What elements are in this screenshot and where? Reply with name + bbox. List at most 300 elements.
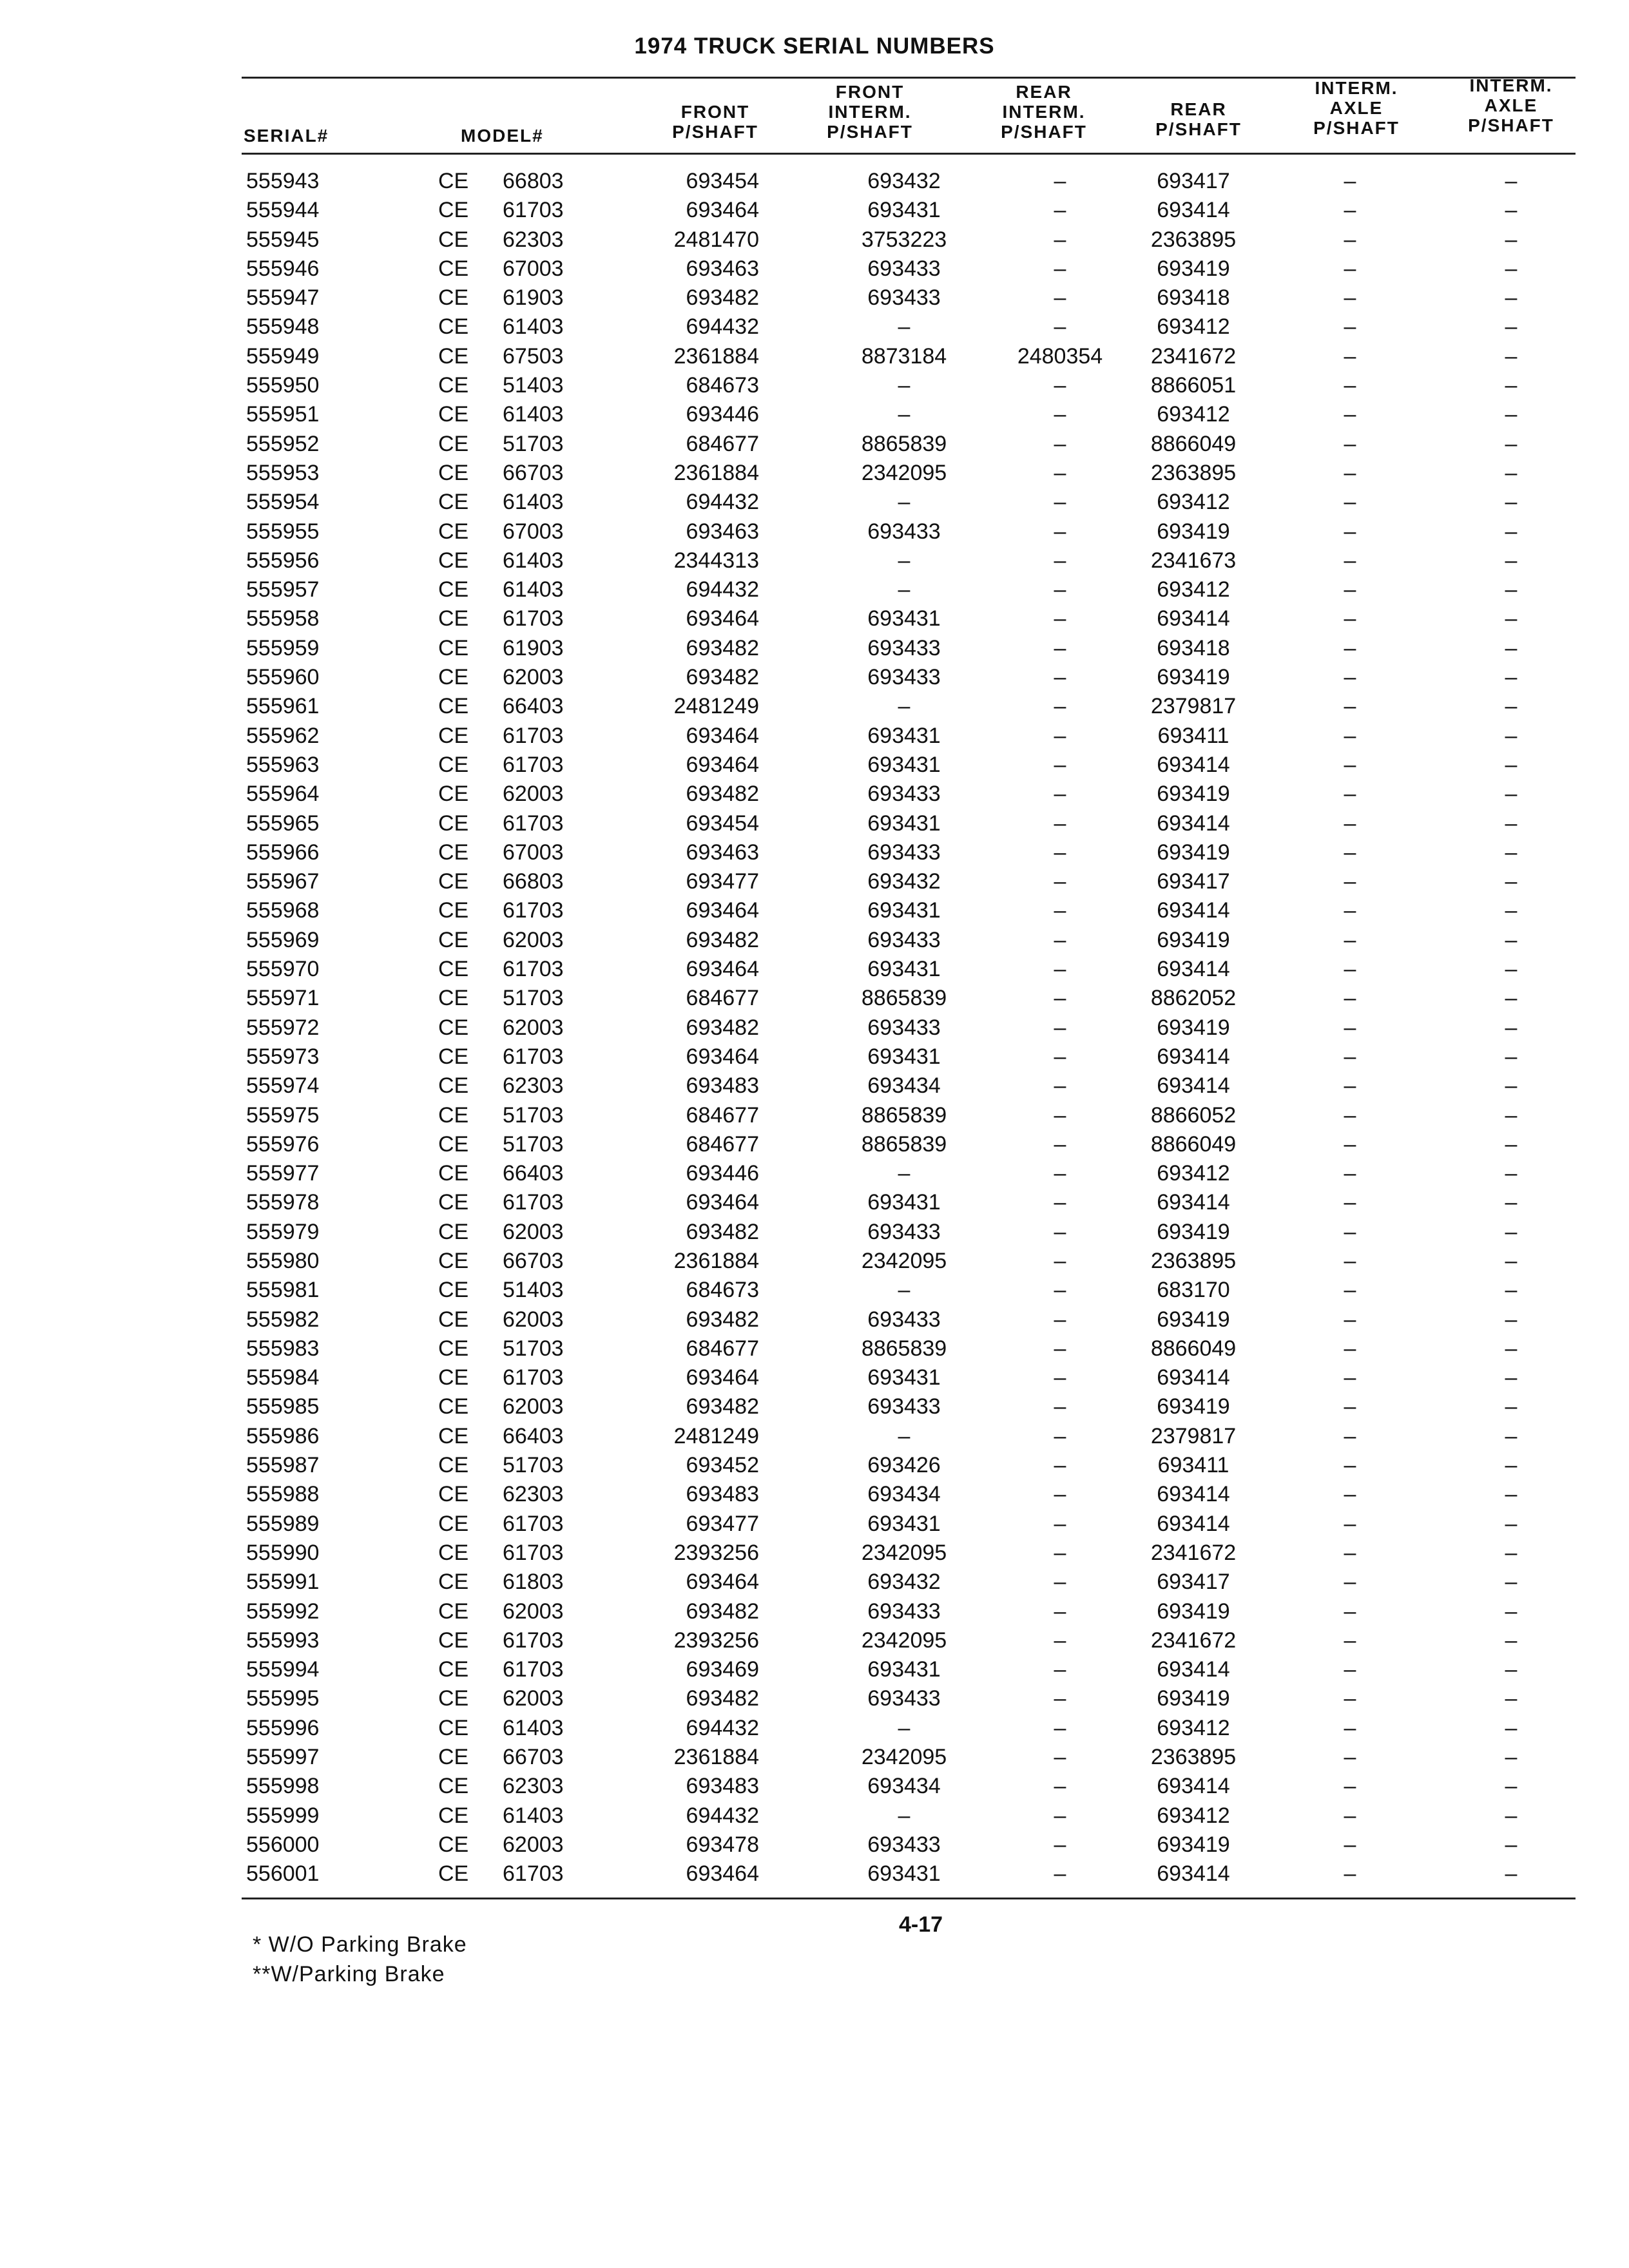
- front-pshaft-cell: 693464: [686, 1861, 759, 1887]
- rear-pshaft-cell: 693419: [1157, 1686, 1230, 1711]
- interm-axle-2-cell: –: [1505, 460, 1518, 485]
- interm-axle-2-cell: –: [1505, 1336, 1518, 1361]
- interm-axle-2-cell: –: [1505, 665, 1518, 690]
- interm-axle-cell: –: [1344, 198, 1356, 223]
- model-cell: 61703: [503, 198, 564, 223]
- interm-axle-2-cell: –: [1505, 1365, 1518, 1390]
- serial-cell: 555993: [246, 1628, 320, 1653]
- model-cell: 62303: [503, 227, 564, 252]
- model-cell: 66703: [503, 460, 564, 485]
- header-line: P/SHAFT: [1155, 119, 1242, 139]
- front-interm-cell: 693433: [867, 840, 941, 865]
- model-prefix-cell: CE: [438, 1745, 469, 1770]
- table-row: [0, 1714, 1629, 1743]
- serial-cell: 555982: [246, 1307, 320, 1332]
- model-cell: 62003: [503, 782, 564, 807]
- rear-interm-cell: –: [1054, 519, 1066, 544]
- rear-interm-cell: –: [1054, 986, 1066, 1011]
- table-row: [0, 342, 1629, 371]
- interm-axle-cell: –: [1344, 1131, 1356, 1157]
- header-rear-interm: [979, 82, 1108, 142]
- table-row: [0, 722, 1629, 751]
- interm-axle-2-cell: –: [1505, 1861, 1518, 1887]
- front-pshaft-cell: 693482: [686, 1599, 759, 1624]
- table-row: [0, 604, 1629, 633]
- front-pshaft-cell: 693482: [686, 1394, 759, 1419]
- table-row: [0, 226, 1629, 255]
- serial-cell: 555989: [246, 1511, 320, 1536]
- model-prefix-cell: CE: [438, 1482, 469, 1507]
- table-row: [0, 1247, 1629, 1276]
- rear-pshaft-cell: 693411: [1157, 1453, 1229, 1478]
- interm-axle-2-cell: –: [1505, 431, 1518, 456]
- interm-axle-cell: –: [1344, 402, 1356, 427]
- interm-axle-2-cell: –: [1505, 314, 1518, 340]
- front-interm-cell: 693434: [867, 1774, 941, 1799]
- model-cell: 61703: [503, 957, 564, 982]
- model-cell: 62003: [503, 1015, 564, 1040]
- front-interm-cell: 8865839: [861, 431, 947, 456]
- page-number: 4-17: [899, 1912, 943, 1937]
- header-line: P/SHAFT: [1468, 115, 1554, 135]
- table-row: [0, 1597, 1629, 1626]
- model-prefix-cell: CE: [438, 1307, 469, 1332]
- front-interm-cell: 693433: [867, 285, 941, 311]
- interm-axle-cell: –: [1344, 898, 1356, 923]
- front-interm-cell: –: [898, 577, 911, 602]
- serial-cell: 555955: [246, 519, 320, 544]
- front-interm-cell: 693433: [867, 1394, 941, 1419]
- table-row: [0, 1218, 1629, 1247]
- serial-cell: 555953: [246, 460, 320, 485]
- front-pshaft-cell: 693464: [686, 723, 759, 748]
- serial-cell: 555980: [246, 1248, 320, 1273]
- interm-axle-cell: –: [1344, 460, 1356, 485]
- interm-axle-2-cell: –: [1505, 1073, 1518, 1099]
- rear-pshaft-cell: 693412: [1157, 314, 1230, 340]
- rear-interm-cell: –: [1054, 665, 1066, 690]
- front-interm-cell: 693431: [867, 752, 941, 777]
- front-pshaft-cell: 693482: [686, 1015, 759, 1040]
- serial-cell: 555971: [246, 986, 320, 1011]
- rear-interm-cell: –: [1054, 1131, 1066, 1157]
- interm-axle-2-cell: –: [1505, 1686, 1518, 1711]
- rear-pshaft-cell: 2379817: [1150, 694, 1237, 719]
- rear-interm-cell: –: [1054, 1015, 1066, 1040]
- interm-axle-2-cell: –: [1505, 723, 1518, 748]
- table-row: [0, 167, 1629, 196]
- interm-axle-cell: –: [1344, 1657, 1356, 1682]
- table-row: [0, 838, 1629, 867]
- front-interm-cell: 693431: [867, 606, 941, 631]
- serial-cell: 555991: [246, 1570, 320, 1595]
- interm-axle-2-cell: –: [1505, 1453, 1518, 1478]
- rear-pshaft-cell: 693414: [1157, 1482, 1230, 1507]
- model-prefix-cell: CE: [438, 1073, 469, 1099]
- table-row: [0, 634, 1629, 663]
- interm-axle-cell: –: [1344, 1015, 1356, 1040]
- rear-interm-cell: –: [1054, 752, 1066, 777]
- model-cell: 67503: [503, 343, 564, 369]
- model-cell: 61903: [503, 285, 564, 311]
- rear-pshaft-cell: 693412: [1157, 1715, 1230, 1740]
- front-pshaft-cell: 693469: [686, 1657, 759, 1682]
- interm-axle-2-cell: –: [1505, 577, 1518, 602]
- interm-axle-cell: –: [1344, 169, 1356, 193]
- rear-pshaft-cell: 693414: [1157, 898, 1230, 923]
- table-row: [0, 1655, 1629, 1684]
- interm-axle-cell: –: [1344, 1219, 1356, 1244]
- front-interm-cell: 8865839: [861, 1336, 947, 1361]
- model-cell: 66803: [503, 169, 564, 193]
- front-pshaft-cell: 694432: [686, 577, 759, 602]
- table-row: [0, 1539, 1629, 1568]
- interm-axle-cell: –: [1344, 1161, 1356, 1186]
- model-cell: 66803: [503, 869, 564, 894]
- model-cell: 61703: [503, 1657, 564, 1682]
- model-cell: 67003: [503, 840, 564, 865]
- serial-cell: 555977: [246, 1161, 320, 1186]
- interm-axle-2-cell: –: [1505, 1774, 1518, 1799]
- table-row: [0, 430, 1629, 459]
- front-pshaft-cell: 2393256: [673, 1540, 759, 1565]
- serial-cell: 555979: [246, 1219, 320, 1244]
- interm-axle-2-cell: –: [1505, 1161, 1518, 1186]
- model-cell: 61403: [503, 402, 564, 427]
- table-row: [0, 517, 1629, 546]
- model-cell: 61703: [503, 1628, 564, 1653]
- model-cell: 61403: [503, 1715, 564, 1740]
- header-line: P/SHAFT: [827, 122, 913, 142]
- model-prefix-cell: CE: [438, 1336, 469, 1361]
- interm-axle-2-cell: –: [1505, 1219, 1518, 1244]
- rear-interm-cell: –: [1054, 1453, 1066, 1478]
- header-line: FRONT: [835, 82, 905, 102]
- model-prefix-cell: CE: [438, 1832, 469, 1857]
- model-cell: 61703: [503, 1861, 564, 1887]
- interm-axle-2-cell: –: [1505, 1423, 1518, 1448]
- interm-axle-cell: –: [1344, 577, 1356, 602]
- interm-axle-cell: –: [1344, 373, 1356, 398]
- rear-interm-cell: –: [1054, 1394, 1066, 1419]
- front-pshaft-cell: 693482: [686, 782, 759, 807]
- front-pshaft-cell: 693483: [686, 1073, 759, 1099]
- front-interm-cell: 693432: [867, 169, 941, 193]
- model-prefix-cell: CE: [438, 1248, 469, 1273]
- serial-cell: 555947: [246, 285, 320, 311]
- rear-pshaft-cell: 693414: [1157, 606, 1230, 631]
- model-cell: 62303: [503, 1774, 564, 1799]
- rear-pshaft-cell: 693414: [1157, 811, 1230, 836]
- model-prefix-cell: CE: [438, 869, 469, 894]
- rear-interm-cell: –: [1054, 1628, 1066, 1653]
- interm-axle-2-cell: –: [1505, 898, 1518, 923]
- serial-cell: 555966: [246, 840, 320, 865]
- rear-pshaft-cell: 693414: [1157, 752, 1230, 777]
- serial-cell: 555956: [246, 548, 320, 573]
- rear-interm-cell: –: [1054, 1336, 1066, 1361]
- interm-axle-cell: –: [1344, 665, 1356, 690]
- interm-axle-cell: –: [1344, 1803, 1356, 1828]
- serial-cell: 555995: [246, 1686, 320, 1711]
- table-row: [0, 400, 1629, 429]
- model-prefix-cell: CE: [438, 314, 469, 340]
- serial-cell: 555988: [246, 1482, 320, 1507]
- rear-pshaft-cell: 693414: [1157, 1190, 1230, 1215]
- front-interm-cell: 693431: [867, 1511, 941, 1536]
- front-interm-cell: 693432: [867, 1570, 941, 1595]
- front-pshaft-cell: 693463: [686, 519, 759, 544]
- model-cell: 62003: [503, 1686, 564, 1711]
- front-pshaft-cell: 693446: [686, 402, 759, 427]
- front-pshaft-cell: 693477: [686, 1511, 759, 1536]
- model-cell: 51703: [503, 986, 564, 1011]
- model-cell: 61903: [503, 635, 564, 660]
- rear-pshaft-cell: 693412: [1157, 577, 1230, 602]
- model-prefix-cell: CE: [438, 840, 469, 865]
- front-pshaft-cell: 2361884: [673, 343, 759, 369]
- front-interm-cell: 2342095: [861, 1745, 947, 1770]
- table-row: [0, 1188, 1629, 1217]
- front-pshaft-cell: 693464: [686, 957, 759, 982]
- model-cell: 62003: [503, 1832, 564, 1857]
- header-serial: [244, 126, 329, 146]
- interm-axle-2-cell: –: [1505, 519, 1518, 544]
- model-cell: 51403: [503, 1278, 564, 1303]
- interm-axle-cell: –: [1344, 927, 1356, 952]
- rear-pshaft-cell: 2341672: [1150, 1540, 1237, 1565]
- interm-axle-cell: –: [1344, 1599, 1356, 1624]
- front-interm-cell: 693431: [867, 198, 941, 223]
- rear-interm-cell: –: [1054, 869, 1066, 894]
- rear-interm-cell: –: [1054, 256, 1066, 281]
- serial-cell: 555986: [246, 1423, 320, 1448]
- table-row: [0, 1480, 1629, 1509]
- rear-pshaft-cell: 2341672: [1150, 1628, 1237, 1653]
- header-model-line: MODEL#: [461, 126, 544, 146]
- model-cell: 66403: [503, 694, 564, 719]
- interm-axle-cell: –: [1344, 752, 1356, 777]
- table-row: [0, 1684, 1629, 1713]
- serial-cell: 555964: [246, 782, 320, 807]
- front-pshaft-cell: 693477: [686, 869, 759, 894]
- table-row: [0, 1043, 1629, 1072]
- serial-cell: 555997: [246, 1745, 320, 1770]
- interm-axle-2-cell: –: [1505, 606, 1518, 631]
- model-cell: 62303: [503, 1073, 564, 1099]
- rear-pshaft-cell: 693419: [1157, 782, 1230, 807]
- header-front-interm: [805, 82, 934, 142]
- model-cell: 61703: [503, 606, 564, 631]
- rear-interm-cell: –: [1054, 431, 1066, 456]
- header-interm-axle-1: [1292, 78, 1421, 138]
- front-pshaft-cell: 684677: [686, 1102, 759, 1128]
- serial-cell: 555949: [246, 343, 320, 369]
- model-cell: 62303: [503, 1482, 564, 1507]
- serial-cell: 555948: [246, 314, 320, 340]
- header-line: FRONT: [680, 102, 750, 122]
- front-pshaft-cell: 693464: [686, 1570, 759, 1595]
- serial-cell: 555959: [246, 635, 320, 660]
- serial-cell: 555943: [246, 169, 320, 193]
- table-row: [0, 896, 1629, 925]
- rear-pshaft-cell: 693419: [1157, 1394, 1230, 1419]
- table-row: [0, 809, 1629, 838]
- model-prefix-cell: CE: [438, 927, 469, 952]
- interm-axle-2-cell: –: [1505, 986, 1518, 1011]
- serial-cell: 555968: [246, 898, 320, 923]
- interm-axle-cell: –: [1344, 694, 1356, 719]
- rear-pshaft-cell: 2341673: [1150, 548, 1237, 573]
- rear-pshaft-cell: 693419: [1157, 1015, 1230, 1040]
- model-prefix-cell: CE: [438, 1190, 469, 1215]
- rear-interm-cell: –: [1054, 635, 1066, 660]
- model-cell: 66703: [503, 1745, 564, 1770]
- rear-pshaft-cell: 693417: [1157, 869, 1230, 894]
- rear-interm-cell: –: [1054, 927, 1066, 952]
- serial-cell: 555978: [246, 1190, 320, 1215]
- rear-interm-cell: –: [1054, 782, 1066, 807]
- front-interm-cell: –: [898, 1803, 911, 1828]
- front-pshaft-cell: 693478: [686, 1832, 759, 1857]
- front-interm-cell: 2342095: [861, 460, 947, 485]
- rear-pshaft-cell: 693414: [1157, 1511, 1230, 1536]
- rear-interm-cell: –: [1054, 1102, 1066, 1128]
- front-pshaft-cell: 2361884: [673, 1248, 759, 1273]
- interm-axle-2-cell: –: [1505, 840, 1518, 865]
- model-cell: 62003: [503, 1307, 564, 1332]
- serial-cell: 555952: [246, 431, 320, 456]
- interm-axle-cell: –: [1344, 1570, 1356, 1595]
- footnotes: [253, 1930, 467, 1989]
- model-cell: 62003: [503, 1219, 564, 1244]
- rear-pshaft-cell: 693419: [1157, 1307, 1230, 1332]
- rear-interm-cell: –: [1054, 811, 1066, 836]
- interm-axle-cell: –: [1344, 1453, 1356, 1478]
- model-prefix-cell: CE: [438, 1044, 469, 1069]
- rear-interm-cell: –: [1054, 957, 1066, 982]
- model-prefix-cell: CE: [438, 373, 469, 398]
- serial-cell: 555957: [246, 577, 320, 602]
- rear-pshaft-cell: 693419: [1157, 927, 1230, 952]
- rear-pshaft-cell: 2379817: [1150, 1423, 1237, 1448]
- serial-cell: 555965: [246, 811, 320, 836]
- interm-axle-2-cell: –: [1505, 927, 1518, 952]
- rear-pshaft-cell: 8862052: [1150, 986, 1237, 1011]
- model-cell: 51703: [503, 431, 564, 456]
- model-prefix-cell: CE: [438, 285, 469, 311]
- interm-axle-2-cell: –: [1505, 1745, 1518, 1770]
- model-cell: 61703: [503, 898, 564, 923]
- front-interm-cell: 8873184: [861, 343, 947, 369]
- rear-interm-cell: –: [1054, 402, 1066, 427]
- header-line: INTERM.: [828, 102, 912, 122]
- model-cell: 62003: [503, 1599, 564, 1624]
- interm-axle-cell: –: [1344, 1248, 1356, 1273]
- rear-pshaft-cell: 693417: [1157, 169, 1230, 193]
- front-interm-cell: 693433: [867, 1832, 941, 1857]
- front-pshaft-cell: 693454: [686, 811, 759, 836]
- rear-pshaft-cell: 693412: [1157, 490, 1230, 515]
- model-prefix-cell: CE: [438, 577, 469, 602]
- front-pshaft-cell: 693463: [686, 840, 759, 865]
- table-row: [0, 575, 1629, 604]
- interm-axle-cell: –: [1344, 1774, 1356, 1799]
- serial-cell: 555973: [246, 1044, 320, 1069]
- front-pshaft-cell: 693464: [686, 1365, 759, 1390]
- rear-interm-cell: –: [1054, 1715, 1066, 1740]
- model-prefix-cell: CE: [438, 635, 469, 660]
- rear-interm-cell: –: [1054, 1161, 1066, 1186]
- header-model: [461, 126, 544, 146]
- front-pshaft-cell: 694432: [686, 1803, 759, 1828]
- front-pshaft-cell: 2481470: [673, 227, 759, 252]
- model-prefix-cell: CE: [438, 1423, 469, 1448]
- model-prefix-cell: CE: [438, 343, 469, 369]
- interm-axle-cell: –: [1344, 1307, 1356, 1332]
- header-line: P/SHAFT: [672, 122, 758, 142]
- serial-cell: 555987: [246, 1453, 320, 1478]
- interm-axle-cell: –: [1344, 957, 1356, 982]
- model-prefix-cell: CE: [438, 548, 469, 573]
- interm-axle-2-cell: –: [1505, 1131, 1518, 1157]
- table-row: [0, 1772, 1629, 1801]
- interm-axle-cell: –: [1344, 1044, 1356, 1069]
- interm-axle-2-cell: –: [1505, 169, 1518, 193]
- interm-axle-cell: –: [1344, 1745, 1356, 1770]
- rear-interm-cell: –: [1054, 1190, 1066, 1215]
- rear-pshaft-cell: 693414: [1157, 1774, 1230, 1799]
- table-row: [0, 312, 1629, 341]
- front-interm-cell: 693431: [867, 723, 941, 748]
- rear-pshaft-cell: 683170: [1157, 1278, 1230, 1303]
- model-prefix-cell: CE: [438, 898, 469, 923]
- rear-pshaft-cell: 2363895: [1150, 460, 1237, 485]
- front-interm-cell: 693434: [867, 1073, 941, 1099]
- front-pshaft-cell: 2481249: [673, 1423, 759, 1448]
- table-row: [0, 955, 1629, 984]
- model-prefix-cell: CE: [438, 957, 469, 982]
- table-row: [0, 984, 1629, 1013]
- interm-axle-cell: –: [1344, 1336, 1356, 1361]
- rear-interm-cell: –: [1054, 314, 1066, 340]
- model-prefix-cell: CE: [438, 460, 469, 485]
- rear-pshaft-cell: 8866049: [1150, 1131, 1237, 1157]
- interm-axle-cell: –: [1344, 1190, 1356, 1215]
- interm-axle-2-cell: –: [1505, 957, 1518, 982]
- front-interm-cell: 8865839: [861, 1102, 947, 1128]
- serial-cell: 555945: [246, 227, 320, 252]
- header-bottom-rule: [242, 153, 1576, 155]
- rear-interm-cell: –: [1054, 460, 1066, 485]
- rear-interm-cell: –: [1054, 1482, 1066, 1507]
- front-interm-cell: –: [898, 490, 911, 515]
- front-interm-cell: 2342095: [861, 1248, 947, 1273]
- rear-pshaft-cell: 693414: [1157, 1657, 1230, 1682]
- model-cell: 51703: [503, 1131, 564, 1157]
- front-pshaft-cell: 684677: [686, 1336, 759, 1361]
- model-prefix-cell: CE: [438, 986, 469, 1011]
- rear-pshaft-cell: 8866052: [1150, 1102, 1237, 1128]
- front-pshaft-cell: 693454: [686, 169, 759, 193]
- rear-pshaft-cell: 2363895: [1150, 1248, 1237, 1273]
- model-prefix-cell: CE: [438, 1540, 469, 1565]
- rear-pshaft-cell: 693419: [1157, 256, 1230, 281]
- model-cell: 61703: [503, 723, 564, 748]
- interm-axle-cell: –: [1344, 1482, 1356, 1507]
- model-cell: 51703: [503, 1102, 564, 1128]
- front-pshaft-cell: 693452: [686, 1453, 759, 1478]
